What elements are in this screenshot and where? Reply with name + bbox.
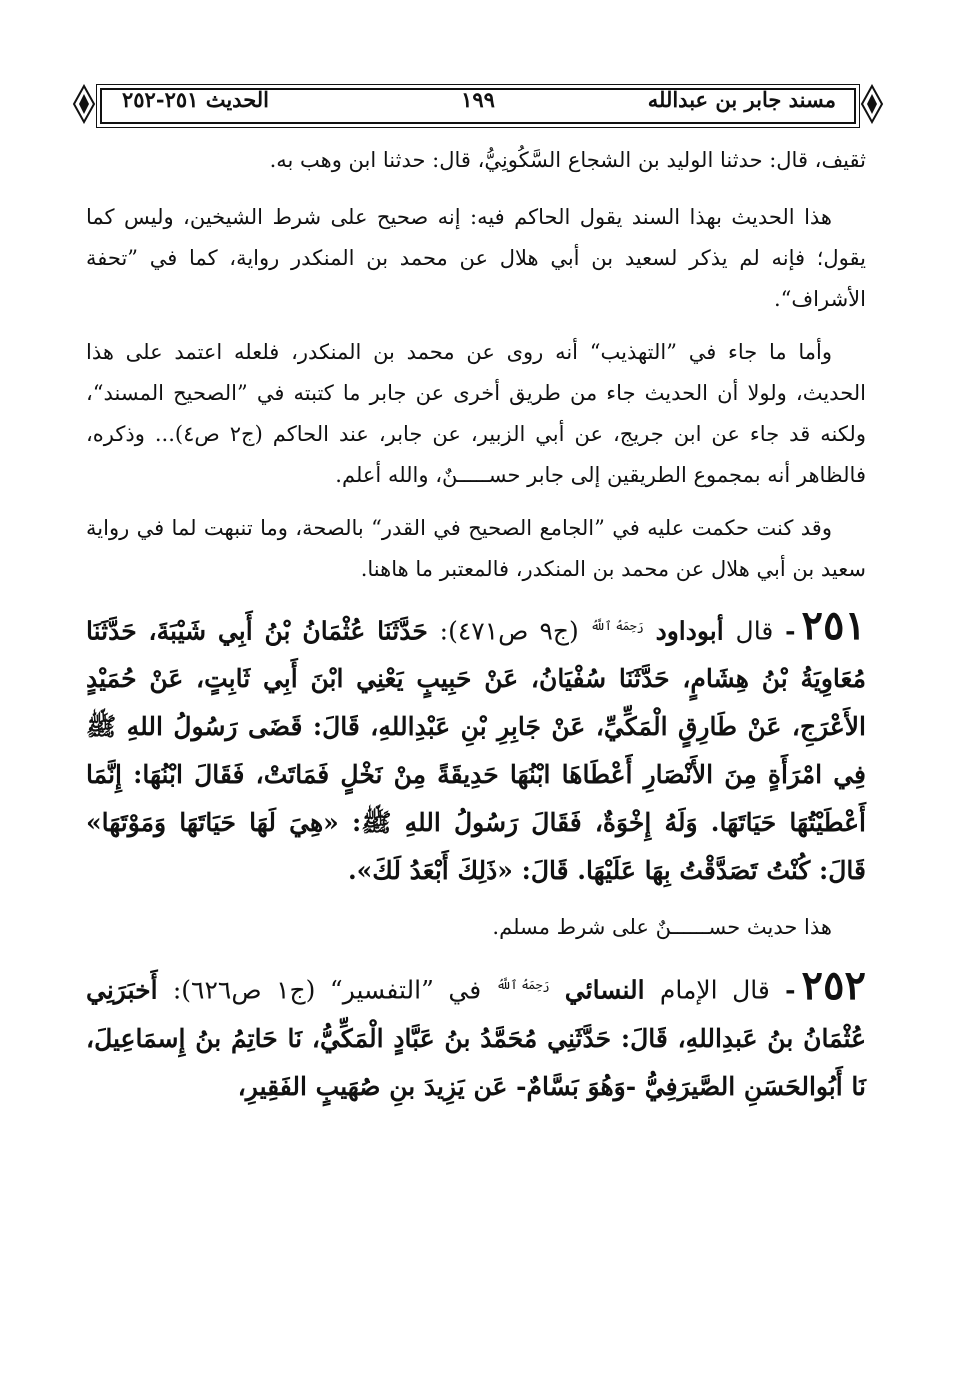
ornament-left-icon [72,84,96,124]
prophet-quote: «هِيَ لَهَا حَيَاتَهَا وَمَوْتَهَا» [86,808,339,838]
number-dash: - [773,616,796,646]
hadith-251 [86,602,866,895]
prophet-quote-2: «ذَلِكَ أَبْعَدُ لَكَ». [347,856,513,886]
honorific: رَحِمَهُ ٱللَّهُ [590,619,644,633]
hadith-reference: في ”التفسير“ (ج١ ص٦٢٦): [172,975,482,1005]
hadith-reference: (ج٩ ص٤٧١): [439,616,579,646]
hadith-text: حَدَّثَنَا عُثْمَانُ بْنُ أَبِي شَيْبَةَ، حَدَّثَنَا مُعَاوِيَةُ بْنُ هِشَامٍ، حَدَّثَنَا سُفْيَانُ، عَنْ حَبِيبٍ يَعْنِي ابْنَ أَبِي ثَابِتٍ، عَنْ حُمَيْدٍ الأَعْرَجِ، عَنْ طَارِقٍ الْمَكِّيِّ، عَنْ جَابِرِ بْنِ عَبْدِاللهِ، قَالَ: قَضَى رَسُولُ اللهِ ﷺ فِي امْرَأَةٍ مِنَ الأَنْصَارِ أَعْطَاهَا ابْنُهَا حَدِيقَةً مِنْ نَخْلٍ فَمَاتَتْ، فَقَالَ ابْنُهَا: إِنَّمَا أَعْطَيْتُهَا حَيَاتَهَا. وَلَهُ إِخْوَةٌ، فَقَالَ رَسُولُ اللهِ ﷺ: [86,616,866,838]
paragraph-2: هذا الحديث بهذا السند يقول الحاكم فيه: إنه صحيح على شرط الشيخين، وليس كما يقول؛ فإنه لم يذكر لسعيد بن أبي هلال عن محمد بن المنكدر رواية، كما في ”تحفة الأشراف“. [86,205,866,311]
page-number: ١٩٩ [461,87,495,112]
page-header [72,78,884,128]
page-body [86,140,866,1121]
hadith-author: أبوداود [655,616,724,646]
hadith-intro: قال [735,616,774,646]
hadith-252 [86,961,866,1110]
hadith-intro: قال الإمام [659,975,770,1005]
hadith-author: النسائي [564,975,645,1005]
paragraph-3: وأما ما جاء في ”التهذيب“ أنه روى عن محمد بن المنكدر، فلعله اعتمد على هذا الحديث، ولولا أن الحديث جاء من طريق أخرى عن جابر ما كتبته في ”الصحيح المسند“، ولكنه قد جاء عن ابن جريج، عن أبي الزبير، عن جابر، عند الحاكم (ج٢ ص٤)... وذكره، فالظاهر أنه بمجموع الطريقين إلى جابر حســـــنٌ، والله أعلم. [86,340,866,487]
paragraph-4: وقد كنت حكمت عليه في ”الجامع الصحيح في القدر“ بالصحة، وما تنبهت لما في رواية سعيد بن أبي هلال عن محمد بن المنكدر، فالمعتبر ما هاهنا. [86,516,866,581]
honorific: رَحِمَهُ ٱللَّهُ [496,978,550,993]
hadith-number: ٢٥٢ [801,961,866,1009]
hadith-continuation: قَالَ: كُنْتُ تَصَدَّقْتُ بِهَا عَلَيْهَا. قَالَ: [521,856,866,886]
hadith-range: الحديث ٢٥١-٢٥٢ [122,87,269,112]
number-dash: - [769,975,796,1005]
hadith-number: ٢٥١ [801,602,866,650]
hadith-verdict: هذا حديث حســــــنٌ على شرط مسلم. [492,915,832,940]
running-title: مسند جابر بن عبدالله [647,87,836,112]
paragraph-1: ثقيف، قال: حدثنا الوليد بن الشجاع السَّكُونِيُّ، قال: حدثنا ابن وهب به. [269,148,866,172]
hadith-text: أَخبَرَنِي عُثْمَانُ بنُ عَبدِاللهِ، قَالَ: حَدَّثَنِي مُحَمَّدُ بنُ عَبَّادٍ الْمَكِّيُّ، نَا حَاتِمُ بنُ إِسمَاعِيلَ، نَا أَبُوالحَسَنِ الصَّيرَفِيُّ -وَهُوَ بَسَّامٌ- عَن يَزِيدَ بنِ صُهَيبٍ الفَقِيرِ، [86,975,866,1101]
